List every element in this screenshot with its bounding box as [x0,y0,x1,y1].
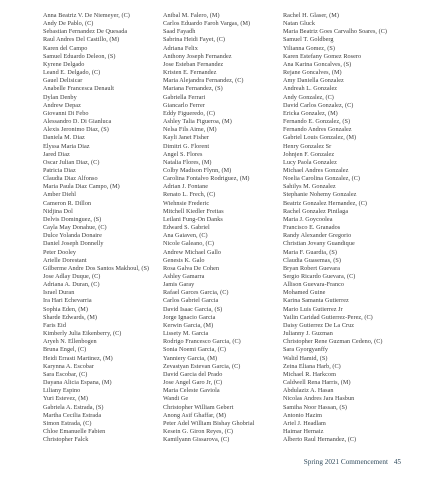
graduate-name: Sophia Eden, (M) [43,305,88,313]
graduate-name: Maria Alejandra Fernandez, (C) [163,77,244,85]
graduate-name: Claudia Guasemas, (S) [283,256,341,264]
graduate-name: Carlos Gabriel Garcia [163,297,219,305]
graduate-name: Heidi Errasti Martinez, (M) [43,354,113,362]
graduate-name: Jorge Ignacio Garcia [163,313,216,321]
graduate-name: Samiha Noor Hassan, (S) [283,403,348,411]
graduate-name: Allison Guevara-Franco [283,281,345,289]
graduate-name: Christian Jovany Guandique [283,240,355,248]
graduate-name: Maria Paula Diaz Campo, (M) [43,183,120,191]
graduate-name: Beatriz Gonzalez Hernandez, (C) [283,199,368,207]
graduate-name: Genesis K. Galo [163,256,205,264]
graduate-name: Martha Cecilia Estrada [43,411,102,419]
graduate-name: David Garcia del Prado [163,370,223,378]
graduate-name: Gabriella Ferrari [163,93,206,101]
page-footer [304,458,401,466]
graduate-name: Renato L. Frech, (C) [163,191,216,199]
graduate-name: Fernando Andres Gonzalez [283,126,352,134]
graduate-name: Giovanni Di Febo [43,109,89,117]
graduate-name: Ira Hari Echevarria [43,297,92,305]
names-column-2 [163,12,258,444]
graduate-name: Antonio Hazim [283,411,322,419]
footer-label: Spring 2021 Commencement [303,458,389,466]
graduate-name: Kerwin Garcia, (M) [163,321,214,329]
graduate-name: Alexis Jeronimo Diaz, (S) [43,126,109,134]
graduate-name: Kristen E. Fernandez [163,69,217,77]
graduate-name: Ana Karina Goncalves, (S) [283,60,352,68]
graduate-name: Dylan Denby [43,93,77,101]
graduate-name: Daniel Joseph Donnelly [43,240,104,248]
graduate-name: Yailin Caridad Gutierrez-Perez, (C) [283,313,373,321]
graduate-name: Karina Samanta Gutierrez [283,297,349,305]
graduate-name: Mario Luis Gutierrez Jr [283,305,343,313]
graduate-name: Mariana Fernandez, (S) [163,85,223,93]
graduate-name: Faris Eid [43,321,66,329]
graduate-name: Anthony Joseph Fernandez [163,52,232,60]
graduate-name: Elyssa Maria Diaz [43,142,90,150]
graduate-name: Karen Estefany Gomez Rosero [283,52,362,60]
graduate-name: Yuri Estevez, (M) [43,395,89,403]
names-column-3 [283,12,401,444]
graduate-name: Peter Dooley [43,248,77,256]
graduate-name: Andy De Pablo, (C) [43,20,94,28]
graduate-name: Michael R. Harkcom [283,370,336,378]
graduate-name: Daisy Gutierrez De La Cruz [283,321,355,329]
graduate-name: Jamis Garay [163,281,195,289]
graduate-name: Maria Celeste Gaviola [163,387,220,395]
graduate-name: Kesein G. Giron Reyes, (C) [163,427,234,435]
graduate-name: Johnjen F. Gonzalez [283,150,335,158]
graduate-name: Giancarlo Ferrer [163,101,205,109]
graduate-name: Patricia Diaz [43,166,76,174]
graduate-name: Leilani Fung-On Danks [163,215,223,223]
graduate-name: Sara Gyorgyanffy [283,346,329,354]
graduate-name: Arielle Dorestant [43,256,87,264]
graduate-name: Stephanie Nohemy Gonzalez [283,191,357,199]
graduate-name: Natalia Flores, (M) [163,158,212,166]
graduate-name: Rafael Garces Garcia, (C) [163,289,229,297]
graduate-name: Aryeh N. Ellenbogen [43,338,97,346]
graduate-name: Ericka Gonzalez, (M) [283,109,338,117]
graduate-name: Maria F. Guardia, (S) [283,248,337,256]
graduate-name: Alessandro D. Di Gianluca [43,118,112,126]
graduate-name: Rodrigo Francesco Garcia, (C) [163,338,241,346]
graduate-name: Anibal M. Falero, (M) [163,12,220,19]
graduate-name: Maria Beatriz Goes Carvalho Soares, (C) [283,28,388,36]
graduate-name: Sonia Noemi Garcia, (C) [163,346,227,354]
graduate-name: Jose Angel Garo Jr, (C) [163,379,223,387]
graduate-name: Leand E. Delgado, (C) [43,69,101,77]
graduate-name: Edward S. Gabriel [163,224,210,232]
graduate-name: David Carlos Gonzalez, (C) [283,101,354,109]
graduate-name: Ariel J. Headlam [283,419,326,427]
graduate-name: Zevastyan Estevan Garcia, (C) [163,362,241,370]
graduate-name: Alberto Raul Hernandez, (C) [283,436,357,444]
graduate-name: Daniela M. Diaz [43,134,85,142]
graduate-name: Sara Escobar, (C) [43,370,88,378]
graduate-name: Rachel H. Glaser, (M) [283,12,339,19]
graduate-name: Abdulaziz A. Hasan [283,387,334,395]
graduate-name: Wiehnsie Frederic [163,199,210,207]
page-number: 45 [393,458,401,466]
graduate-name: Rosa Galva De Cohen [163,264,220,272]
graduate-name: Gilberme Andre Dos Santos Makhoul, (S) [43,264,150,272]
graduate-name: Henry Gonzalez Sr [283,142,332,150]
graduate-name: Maria J. Goycoolea [283,215,333,223]
graduate-name: Adrian J. Fontane [163,183,209,191]
graduate-name: Yanniery Garcia, (M) [163,354,218,362]
graduate-name: Amy Daniella Gonzalez [283,77,344,85]
graduate-name: Natan Gluck [283,20,315,28]
graduate-name: Jared Diaz [43,150,70,158]
graduate-name: Samuel Eduardo Deleon, (S) [43,52,116,60]
graduate-name: Zeina Eliana Harb, (C) [283,362,341,370]
graduate-name: Andy Gonzalez, (C) [283,93,334,101]
graduate-name: Israel Duran [43,289,75,297]
graduate-name: Eddy Figueredo, (C) [163,109,215,117]
graduate-name: Lucy Paola Gonzalez [283,158,337,166]
graduate-name: Yilianna Gomez, (S) [283,44,335,52]
graduate-name: Nicolas Andres Jara Hasbun [283,395,355,403]
graduate-name: David Isaac Garcia, (S) [163,305,223,313]
graduate-name: Gauel Delisicar [43,77,83,85]
graduate-name: Nicole Galeano, (C) [163,240,214,248]
graduate-name: Christopher Falck [43,436,89,444]
graduate-name: Christopher Rene Guzman Cedeno, (C) [283,338,383,346]
graduate-name: Angel S. Flores [163,150,203,158]
graduate-name: Jose Adlay Duque, (C) [43,273,101,280]
graduate-name: Claudia Diaz Alfonso [43,175,98,183]
graduate-name: Sebastian Fernandez De Quesada [43,28,128,36]
graduate-name: Haimar Hernaiz [283,427,324,435]
graduate-name: Kyrene Delgado [43,60,85,68]
graduate-name: Simon Estrada, (C) [43,419,92,427]
graduate-name: Wandi Ge [163,395,189,403]
graduate-name: Sharde Edwards, (M) [43,313,98,321]
graduate-name: Adriana A. Duran, (C) [43,281,100,289]
graduate-name: Andrew Michael Gallo [163,248,222,256]
graduate-name: Anna Beatriz V. De Niemeyer, (C) [43,12,130,19]
graduate-name: Nelsa Fils Aime, (M) [163,126,217,134]
graduate-name: Jose Esteban Fernandez [163,60,224,68]
graduate-name: Ashley Talia Figueroa, (M) [163,118,232,126]
graduate-name: Dayana Alicia Espana, (M) [43,379,112,387]
graduate-name: Andreah L. Gonzalez [283,85,338,93]
graduate-name: Chloe Emanuelle Fabien [43,427,106,435]
graduate-name: Christopher William Gebert [163,403,234,411]
graduate-name: Randy Alexander Gregorio [283,232,352,240]
graduate-name: Kayli Janet Fisher [163,134,209,142]
graduate-name: Anong Asif Ghaffar, (M) [163,411,226,419]
graduate-name: Colby Madison Flynn, (M) [163,166,232,174]
graduate-name: Julianny J. Guzman [283,330,333,338]
graduate-name: Kimberly Julia Eikenberry, (C) [43,330,122,338]
graduate-name: Adriana Felix [163,44,198,52]
graduate-name: Sabrina Heidi Fayet, (C) [163,36,226,44]
graduate-name: Francisco E. Granados [283,224,341,232]
graduate-name: Andrew Depaz [43,101,81,109]
graduate-name: Saad Fayadh [163,28,196,36]
graduate-name: Kamilyann Gissarova, (C) [163,436,230,444]
graduate-name: Carolina Fontalvo Rodriguez, (M) [163,175,250,183]
graduate-name: Caldwell Rena Harris, (M) [283,379,351,387]
graduate-name: Carlos Eduardo Faroh Vargas, (M) [163,20,251,28]
graduate-name: Samuel T. Goldberg [283,36,334,44]
graduate-name: Karynna A. Escobar [43,362,94,370]
names-column-1 [43,12,150,444]
graduate-name: Mohamed Guine [283,289,326,297]
graduate-name: Rachel Gonzalez Pinilaga [283,207,349,215]
graduate-name: Walid Hamid, (S) [283,354,328,362]
graduate-name: Anabelle Francesca Denault [43,85,115,93]
graduate-name: Fernando E. Gonzalez, (S) [283,118,351,126]
graduate-name: Sergio Ricardo Guevara, (C) [283,273,356,280]
graduate-name: Cayla May Donahue, (C) [43,224,107,232]
graduate-name: Lissety M. Garcia [163,330,209,338]
graduate-name: Amber Diehl [43,191,77,199]
graduate-name: Mitchell Kiedler Freitas [163,207,224,215]
graduate-name: Nidjina Dol [43,207,73,215]
graduate-name: Raul Andres Del Castillo, (M) [43,36,120,44]
graduate-name: Ana Gaiaven, (C) [163,232,208,240]
graduate-names-grid [43,12,401,444]
graduate-name: Michael Andres Gonzalez [283,166,349,174]
graduate-name: Oscar Julian Diaz, (C) [43,158,100,166]
graduate-name: Cameron R. Dillon [43,199,92,207]
graduate-name: Gabriel Louis Gonzalez, (M) [283,134,357,142]
graduate-name: Noelia Carolina Gonzalez, (C) [283,175,361,183]
graduate-name: Rejane Goncalves, (M) [283,69,342,77]
graduate-name: Sahilys M. Gonzalez [283,183,336,191]
graduate-name: Dimitri G. Florent [163,142,210,150]
graduate-name: Karen del Campo [43,44,88,52]
graduate-name: Bruna Engel, (C) [43,346,87,354]
graduate-name: Gabriela A. Estrada, (S) [43,403,104,411]
graduate-name: Ashley Gamarra [163,273,205,280]
graduate-name: Peter Adel William Bishay Ghobrial [163,419,255,427]
graduate-name: Dulce Yolanda Donaire [43,232,102,240]
graduate-name: Delvis Dominguez, (S) [43,215,102,223]
graduate-name: Bryan Robert Guevara [283,264,341,272]
graduate-name: Liliany Espino [43,387,81,395]
